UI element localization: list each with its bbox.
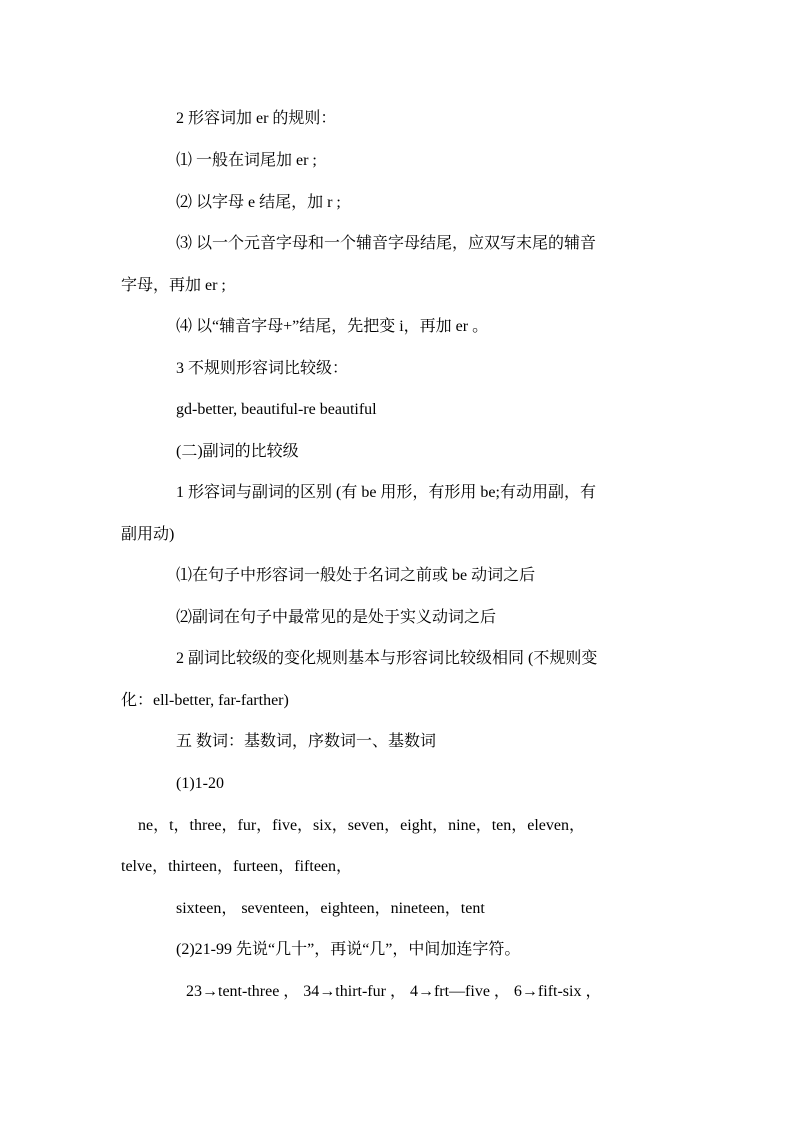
adverb-comparative-rule: 2 副词比较级的变化规则基本与形容词比较级相同 (不规则变 <box>176 650 598 667</box>
numerals-1-20-list-b: telve，thirteen，furteen，fifteen， <box>121 858 353 875</box>
rule-heading-adjective-er: 2 形容词加 er 的规则： <box>176 110 337 127</box>
numerals-heading: 五 数词：基数词，序数词一、基数词 <box>176 733 437 750</box>
numerals-21-99-rule: (2)21-99 先说“几十”，再说“几”，中间加连字符。 <box>176 941 521 958</box>
adjective-position-note: ⑴在句子中形容词一般处于名词之前或 be 动词之后 <box>176 567 536 584</box>
rule-item-3-continued: 字母，再加 er ; <box>121 277 226 294</box>
adjective-adverb-difference-continued: 副用动) <box>121 526 175 543</box>
numerals-1-20-heading: (1)1-20 <box>176 775 224 792</box>
adjective-adverb-difference: 1 形容词与副词的区别 (有 be 用形，有形用 be;有动用副，有 <box>176 484 596 501</box>
irregular-examples: gd-better, beautiful-re beautiful <box>176 401 377 418</box>
irregular-heading: 3 不规则形容词比较级： <box>176 360 349 377</box>
rule-item-3: ⑶ 以一个元音字母和一个辅音字母结尾，应双写末尾的辅音 <box>176 235 597 252</box>
rule-item-1: ⑴ 一般在词尾加 er ; <box>176 152 317 169</box>
adverb-comparative-rule-continued: 化：ell-better, far-farther) <box>121 692 289 709</box>
numerals-1-20-list-a: ne，t，three，fur，five，six，seven，eight，nine，ten，eleven， <box>138 817 585 834</box>
adverb-comparative-heading: (二)副词的比较级 <box>176 443 299 460</box>
adverb-position-note: ⑵副词在句子中最常见的是处于实义动词之后 <box>176 609 497 626</box>
numerals-21-99-examples: 23→tent-three ， 34→thirt-fur ， 4→frt—five ， 6→fift-six ， <box>186 983 602 1000</box>
rule-item-4: ⑷ 以“辅音字母+”结尾，先把变 i，再加 er 。 <box>176 318 489 335</box>
numerals-1-20-list-c: sixteen， seventeen，eighteen，nineteen，tent <box>176 900 485 917</box>
rule-item-2: ⑵ 以字母 e 结尾，加 r ; <box>176 194 341 211</box>
